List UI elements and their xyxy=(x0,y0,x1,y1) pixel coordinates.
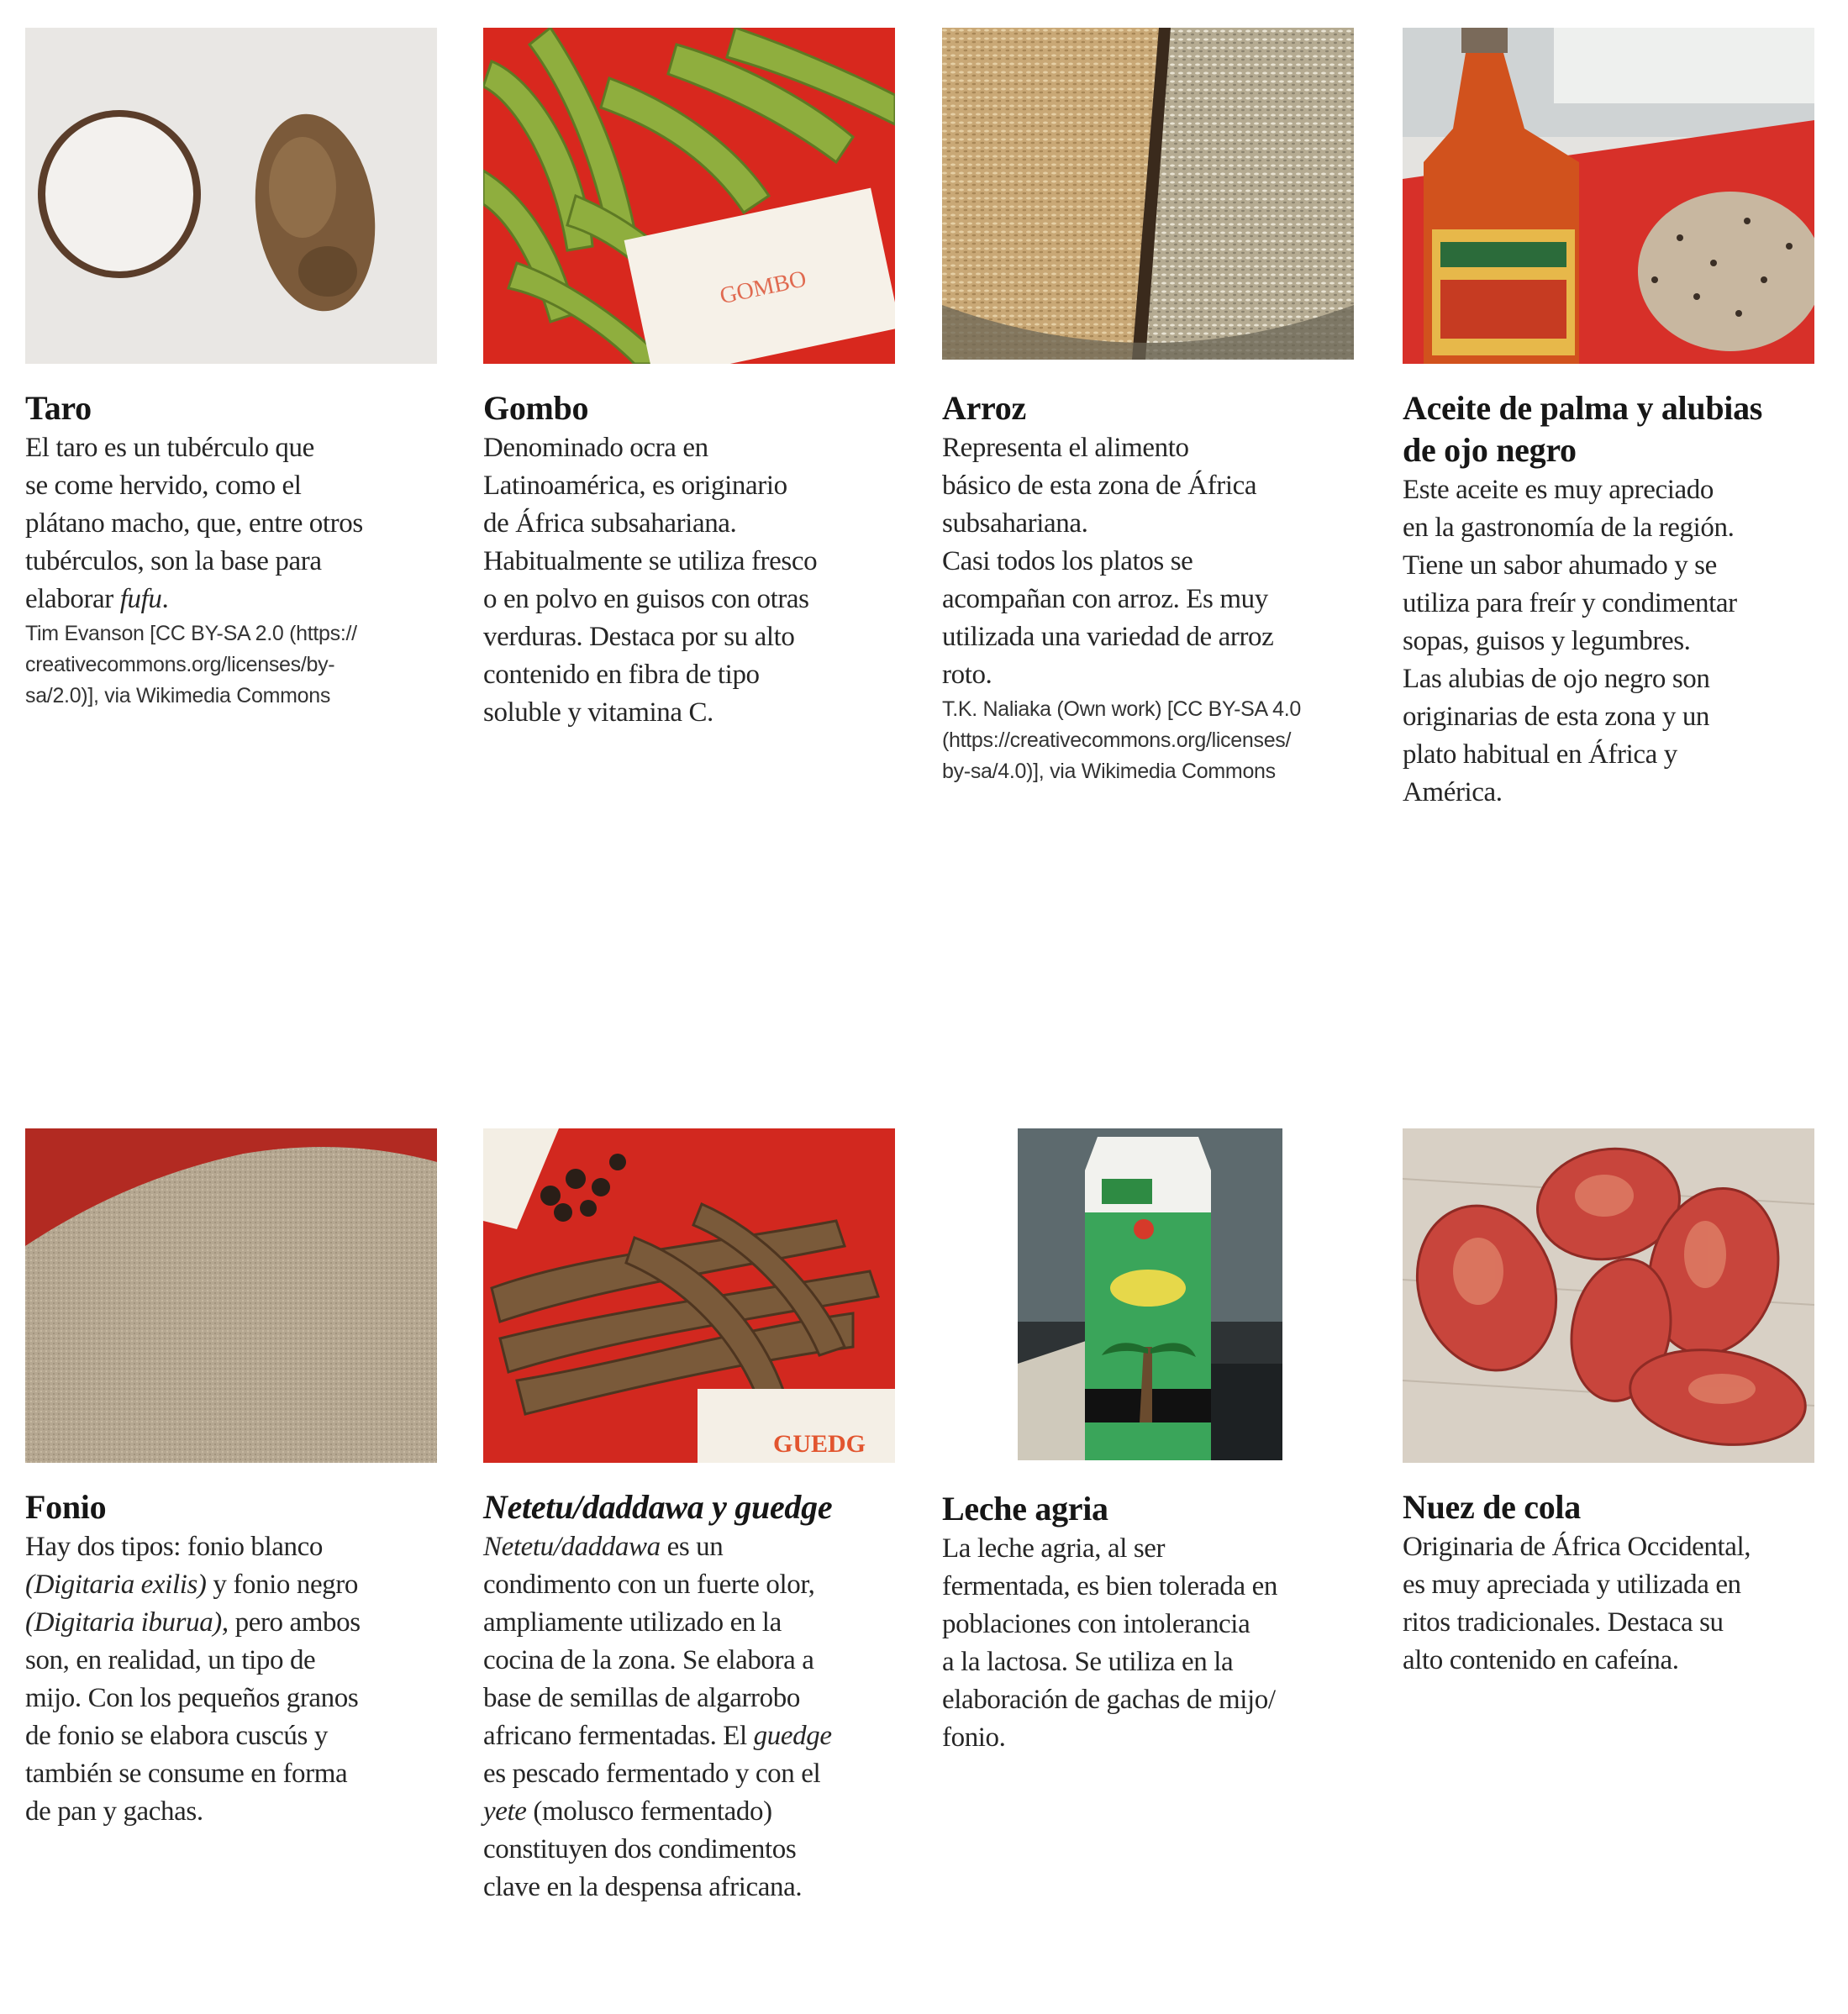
card-title: Netetu/daddawa y guedge xyxy=(483,1488,833,1526)
leche-photo xyxy=(1018,1128,1282,1460)
card-netetu xyxy=(483,1128,895,1906)
gombo-photo xyxy=(483,28,895,364)
card-fonio xyxy=(25,1128,437,1831)
card-cola xyxy=(1403,1128,1814,1680)
fonio-photo xyxy=(25,1128,437,1463)
card-title: Arroz xyxy=(942,389,1026,427)
card-description: Originaria de África Occidental, es muy apreciada y utilizada en ritos tradicionales. Destaca su alto contenido en cafeína. xyxy=(1403,1532,1751,1675)
arroz-photo xyxy=(942,28,1354,360)
netetu-card-label: GUEDG xyxy=(773,1430,866,1458)
netetu-photo xyxy=(483,1128,895,1463)
aceite-photo xyxy=(1403,28,1814,364)
taro-photo xyxy=(25,28,437,364)
card-title: Gombo xyxy=(483,389,589,427)
card-gombo xyxy=(483,28,895,732)
card-description: Este aceite es muy apreciado en la gastronomía de la región. Tiene un sabor ahumado y se utiliza para freír y condimentar sopas, guisos y legumbres. Las alubias de ojo negro son originarias de esta zona y un plato habitual en África y América. xyxy=(1403,475,1737,807)
photo-credit: T.K. Naliaka (Own work) [CC BY-SA 4.0 (https://creativecommons.org/licenses/ by-sa/4.0)], via Wikimedia Commons xyxy=(942,697,1302,783)
card-leche xyxy=(942,1128,1354,1757)
card-description: Denominado ocra en Latinoamérica, es originario de África subsahariana. Habitualmente se utiliza fresco o en polvo en guisos con otras verduras. Destaca por su alto contenido en fibra de tipo soluble y vitamina C. xyxy=(483,433,818,728)
cola-photo xyxy=(1403,1128,1814,1463)
card-arroz xyxy=(942,28,1354,787)
card-description: El taro es un tubérculo que se come hervido, como el plátano macho, que, entre otros tubérculos, son la base para elaborar fufu. xyxy=(25,433,363,614)
card-taro xyxy=(25,28,437,712)
card-title: Taro xyxy=(25,389,92,427)
card-aceite xyxy=(1403,28,1814,812)
photo-credit: Tim Evanson [CC BY-SA 2.0 (https:// creativecommons.org/licenses/by- sa/2.0)], via Wikimedia Commons xyxy=(25,622,357,707)
card-description: La leche agria, al ser fermentada, es bien tolerada en poblaciones con intolerancia a la lactosa. Se utiliza en la elaboración de gachas de mijo/ fonio. xyxy=(942,1533,1277,1753)
card-title: Fonio xyxy=(25,1488,107,1526)
card-description: Hay dos tipos: fonio blanco (Digitaria exilis) y fonio negro (Digitaria iburua), pero ambos son, en realidad, un tipo de mijo. Con los pequeños granos de fonio se elabora cuscús y también se consume en forma de pan y gachas. xyxy=(25,1532,361,1827)
card-title: Aceite de palma y alubias de ojo negro xyxy=(1403,389,1763,469)
card-title: Nuez de cola xyxy=(1403,1488,1581,1526)
card-description: Netetu/daddawa es un condimento con un fuerte olor, ampliamente utilizado en la cocina de la zona. Se elabora a base de semillas de algarrobo africano fermentadas. El guedge es pescado fermentado y con el yete (molusco fermentado) constituyen dos condimentos clave en la despensa africana. xyxy=(483,1532,832,1902)
gombo-card-label: GOMBO xyxy=(717,266,809,310)
card-description: Representa el alimento básico de esta zona de África subsahariana. Casi todos los platos se acompañan con arroz. Es muy utilizada una variedad de arroz roto. xyxy=(942,433,1274,690)
card-title: Leche agria xyxy=(942,1490,1108,1528)
